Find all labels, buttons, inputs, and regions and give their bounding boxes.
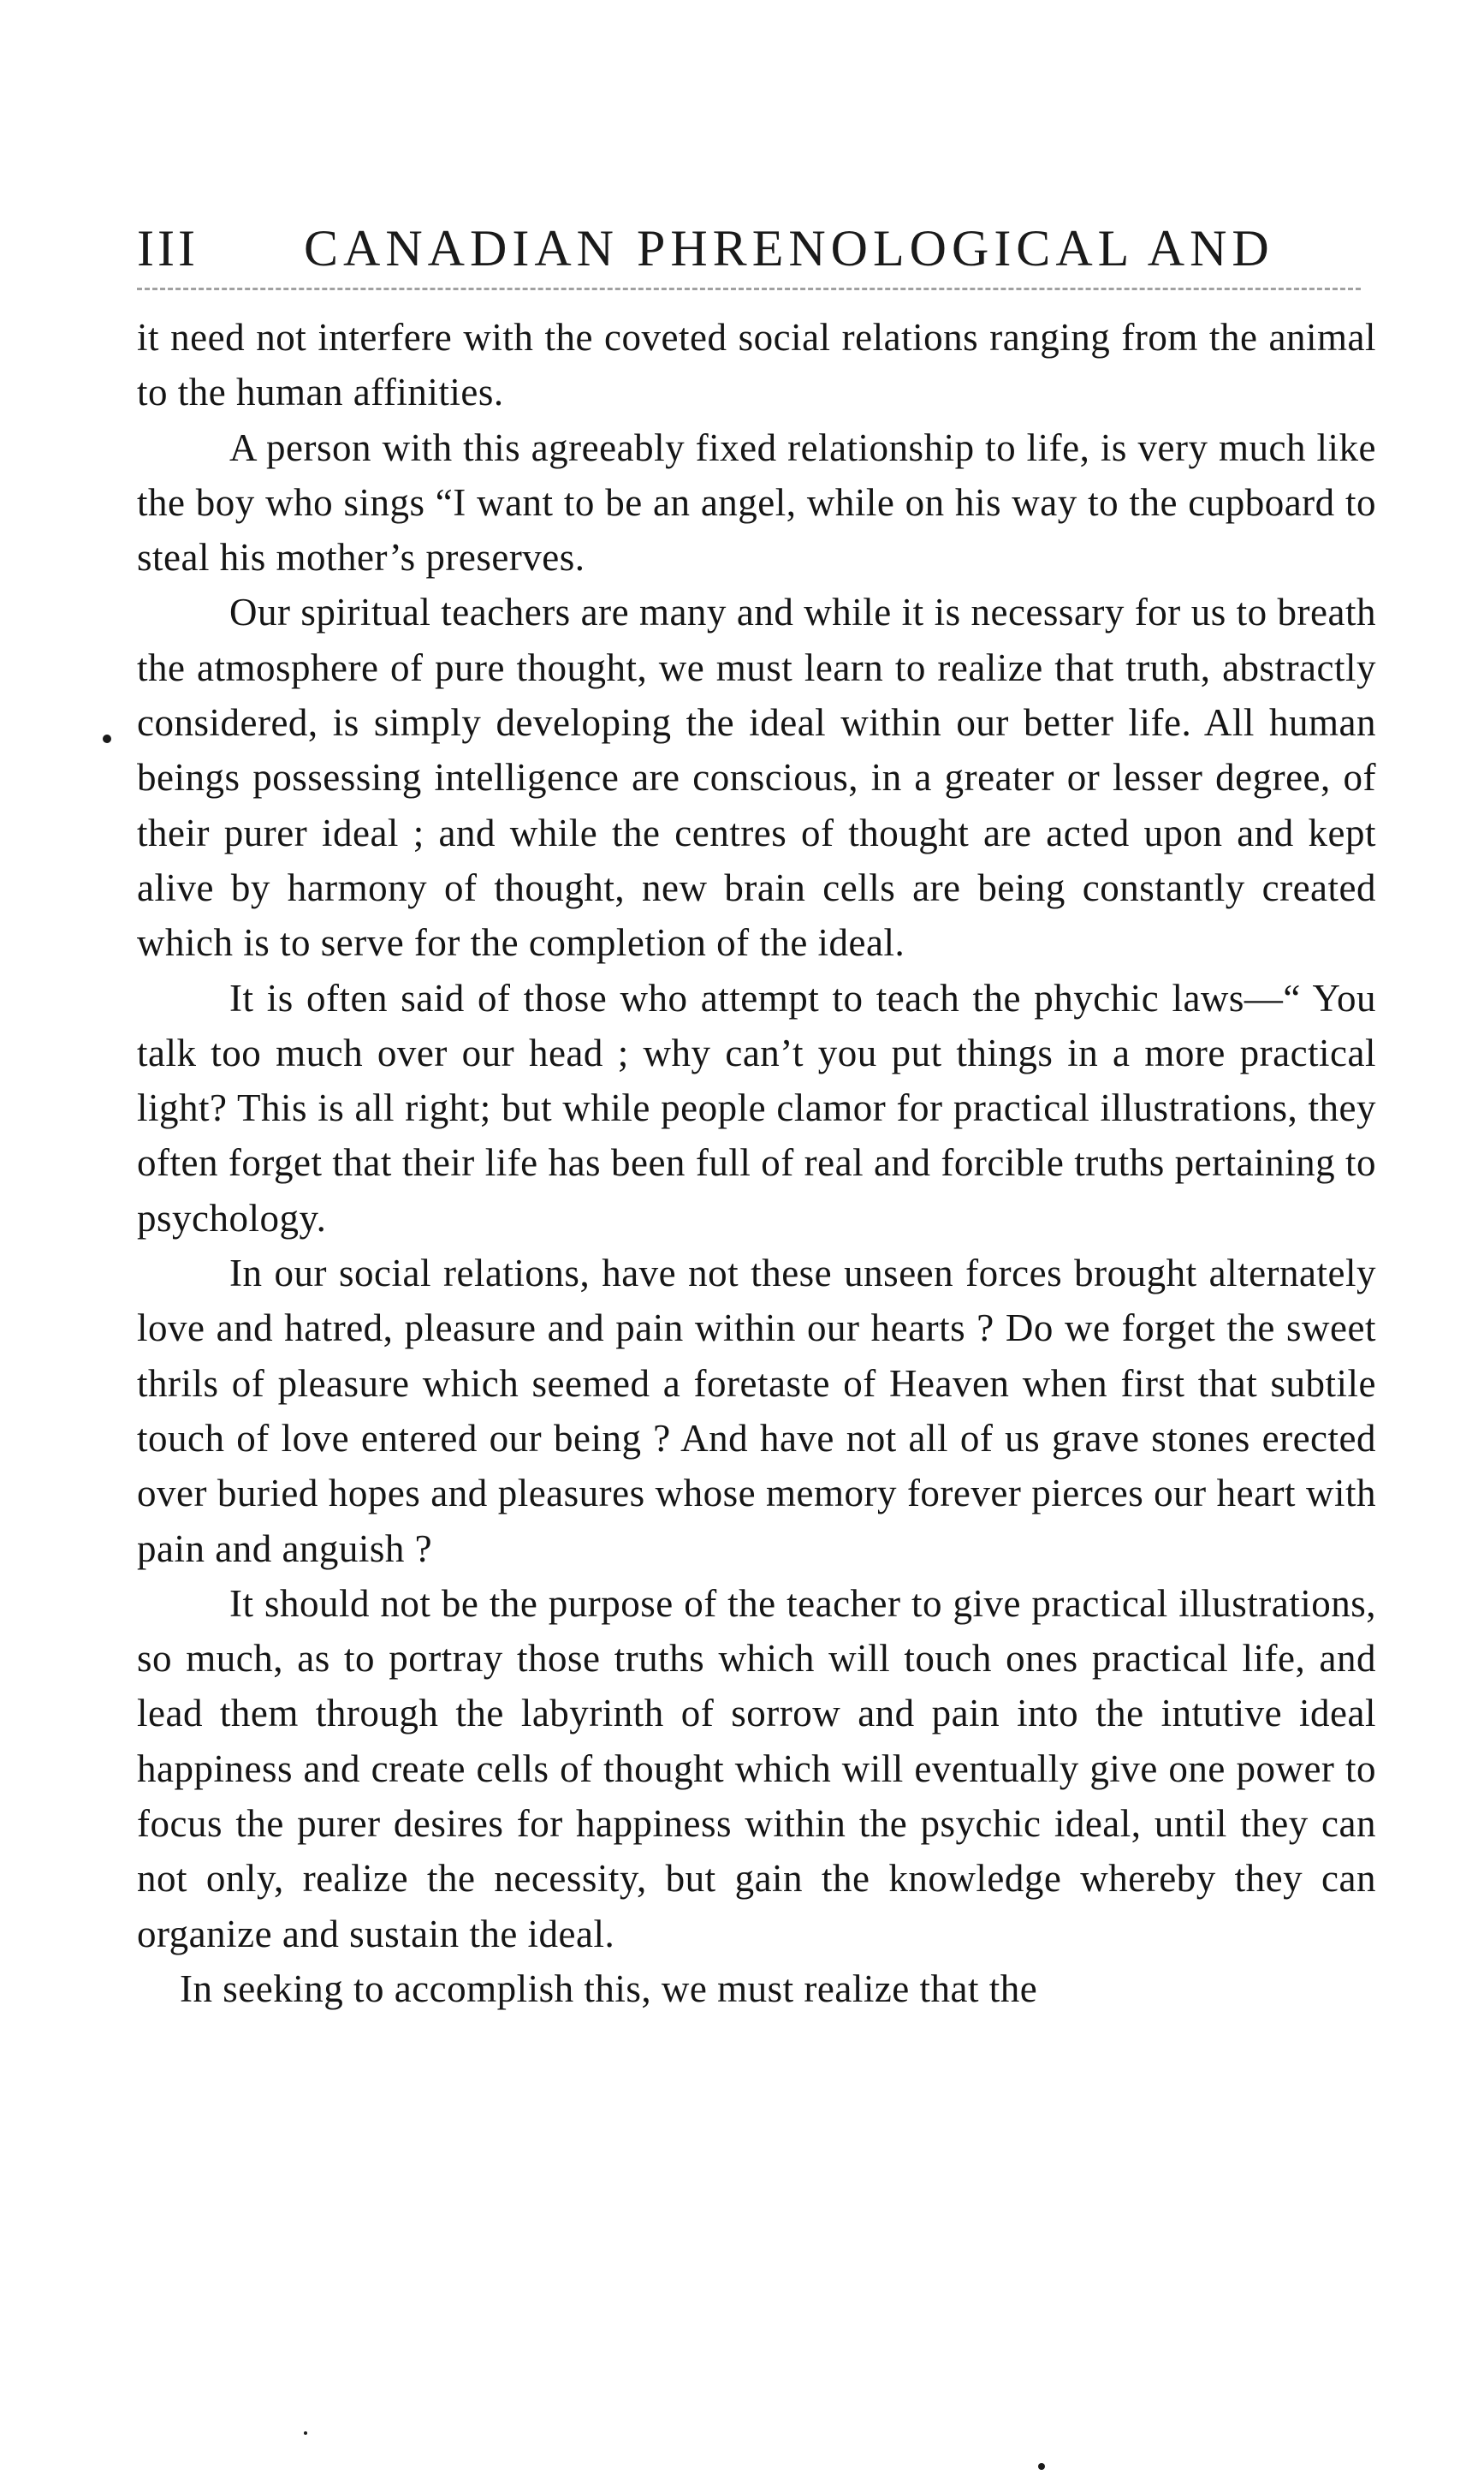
paragraph-final-line: In seeking to accomplish this, we must realize that the (180, 1966, 1038, 2010)
page-number: III (137, 220, 199, 277)
paragraph-angel: A person with this agreeably fixed relationship to life, is very much like the boy who sings “I want to be an angel, while on his way to the cupboard to steal his mother’s preserves. (137, 425, 1376, 580)
margin-speck (103, 735, 111, 743)
paragraph-teacher-purpose: It should not be the purpose of the teacher to give practical illustrations, so much, as to portray those truths which will touch ones practical life, and lead them through the labyrinth of sorrow and pain into the intutive ideal happiness and create cells of thought which will eventually give one power to focus the purer desires for happiness within the psychic ideal, until they can not only, realize the necessity, but gain the knowledge whereby they can organize and sustain the ideal. (137, 1581, 1376, 1955)
running-head (137, 214, 1378, 283)
paragraph-psychic-laws: It is often said of those who attempt to teach the phychic laws—“ You talk too much over our head ; why can’t you put things in a more practical light? This is all right; but while people clamor for practical illustrations, they often forget that their life has been full of real and forcible truths pertaining to psychology. (137, 976, 1376, 1240)
running-title: CANADIAN PHRENOLOGICAL AND (304, 220, 1274, 277)
paragraph-spiritual-teachers: Our spiritual teachers are many and while it is necessary for us to breath the atmosphere of pure thought, we must learn to realize that truth, abstractly considered, is simply developing the ideal within our better life. All human beings possessing intelligence are conscious, in a greater or lesser degree, of their purer ideal ; and while the centres of thought are acted upon and kept alive by harmony of thought, new brain cells are being constantly created which is to serve for the completion of the ideal. (137, 591, 1376, 965)
header-rule (137, 288, 1361, 290)
paragraph-social-relations: In our social relations, have not these unseen forces brought alternately love and hatred, pleasure and pain within our hearts ? Do we forget the sweet thrils of pleasure which seemed a foretaste of Heaven when first that subtile touch of love entered our being ? And have not all of us grave stones erected over buried hopes and pleasures whose memory forever pierces our heart with pain and anguish ? (137, 1252, 1376, 1570)
bottom-speck-small (304, 2431, 307, 2435)
bottom-speck (1038, 2463, 1045, 2470)
body-text (137, 310, 1376, 2016)
paragraph-continuation: it need not interfere with the coveted social relations ranging from the animal to the human affinities. (137, 316, 1376, 414)
